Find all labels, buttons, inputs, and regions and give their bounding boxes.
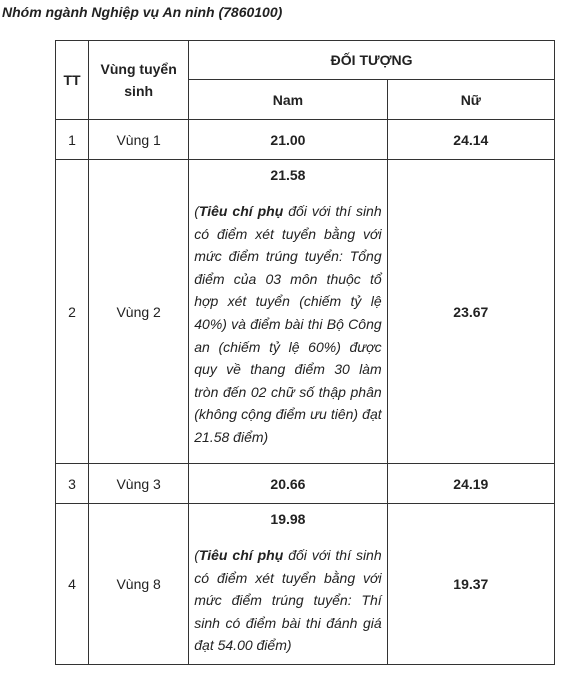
row-nam-score: 20.66: [189, 464, 387, 504]
row-tt: 1: [56, 120, 89, 160]
row-vung: Vùng 8: [89, 504, 189, 665]
row-nam-score: 21.58: [270, 167, 306, 183]
row-nam-score: 19.98: [270, 511, 306, 527]
table-row: [56, 120, 555, 160]
admission-score-table: [55, 40, 555, 665]
table-row: [56, 464, 555, 504]
header-doi-tuong: ĐỐI TƯỢNG: [189, 41, 555, 80]
row-nu-score: 19.37: [387, 504, 554, 665]
header-nam: Nam: [189, 80, 387, 120]
row-vung: Vùng 2: [89, 160, 189, 464]
row-tt: 4: [56, 504, 89, 665]
tiebreak-note: (Tiêu chí phụ đối với thí sinh có điểm xét tuyển bằng với mức điểm trúng tuyển: Tổng điểm của 03 môn thuộc tổ hợp xét tuyển (chiếm tỷ lệ 40%) và điểm bài thi Bộ Công an (chiếm tỷ lệ 60%) được quy về thang điểm 30 làm tròn đến 02 chữ số thập phân (không cộng điểm ưu tiên) đạt 21.58 điểm): [194, 203, 382, 445]
page-heading: Nhóm ngành Nghiệp vụ An ninh (7860100): [2, 4, 283, 20]
note-text: đối với thí sinh có điểm xét tuyển bằng với mức điểm trúng tuyển: Thí sinh có điểm bài thi đánh giá đạt 54.00 điểm): [194, 547, 382, 654]
row-tt: 3: [56, 464, 89, 504]
header-nu: Nữ: [387, 80, 554, 120]
header-vung: Vùng tuyển sinh: [89, 41, 189, 120]
note-label: Tiêu chí phụ: [198, 203, 284, 219]
row-nam-cell: [189, 504, 387, 665]
row-tt: 2: [56, 160, 89, 464]
header-tt: TT: [56, 41, 89, 120]
note-label: Tiêu chí phụ: [198, 547, 284, 563]
row-nu-score: 24.14: [387, 120, 554, 160]
row-nam-score: 21.00: [189, 120, 387, 160]
row-vung: Vùng 3: [89, 464, 189, 504]
row-nu-score: 23.67: [387, 160, 554, 464]
row-vung: Vùng 1: [89, 120, 189, 160]
row-nu-score: 24.19: [387, 464, 554, 504]
row-nam-cell: [189, 160, 387, 464]
tiebreak-note: (Tiêu chí phụ đối với thí sinh có điểm xét tuyển bằng với mức điểm trúng tuyển: Thí sinh có điểm bài thi đánh giá đạt 54.00 điểm): [194, 547, 382, 654]
table-row: [56, 504, 555, 665]
table-row: [56, 160, 555, 464]
note-text: đối với thí sinh có điểm xét tuyển bằng với mức điểm trúng tuyển: Tổng điểm của 03 môn thuộc tổ hợp xét tuyển (chiếm tỷ lệ 40%) và điểm bài thi Bộ Công an (chiếm tỷ lệ 60%) được quy về thang điểm 30 làm tròn đến 02 chữ số thập phân (không cộng điểm ưu tiên) đạt 21.58 điểm): [194, 203, 382, 445]
